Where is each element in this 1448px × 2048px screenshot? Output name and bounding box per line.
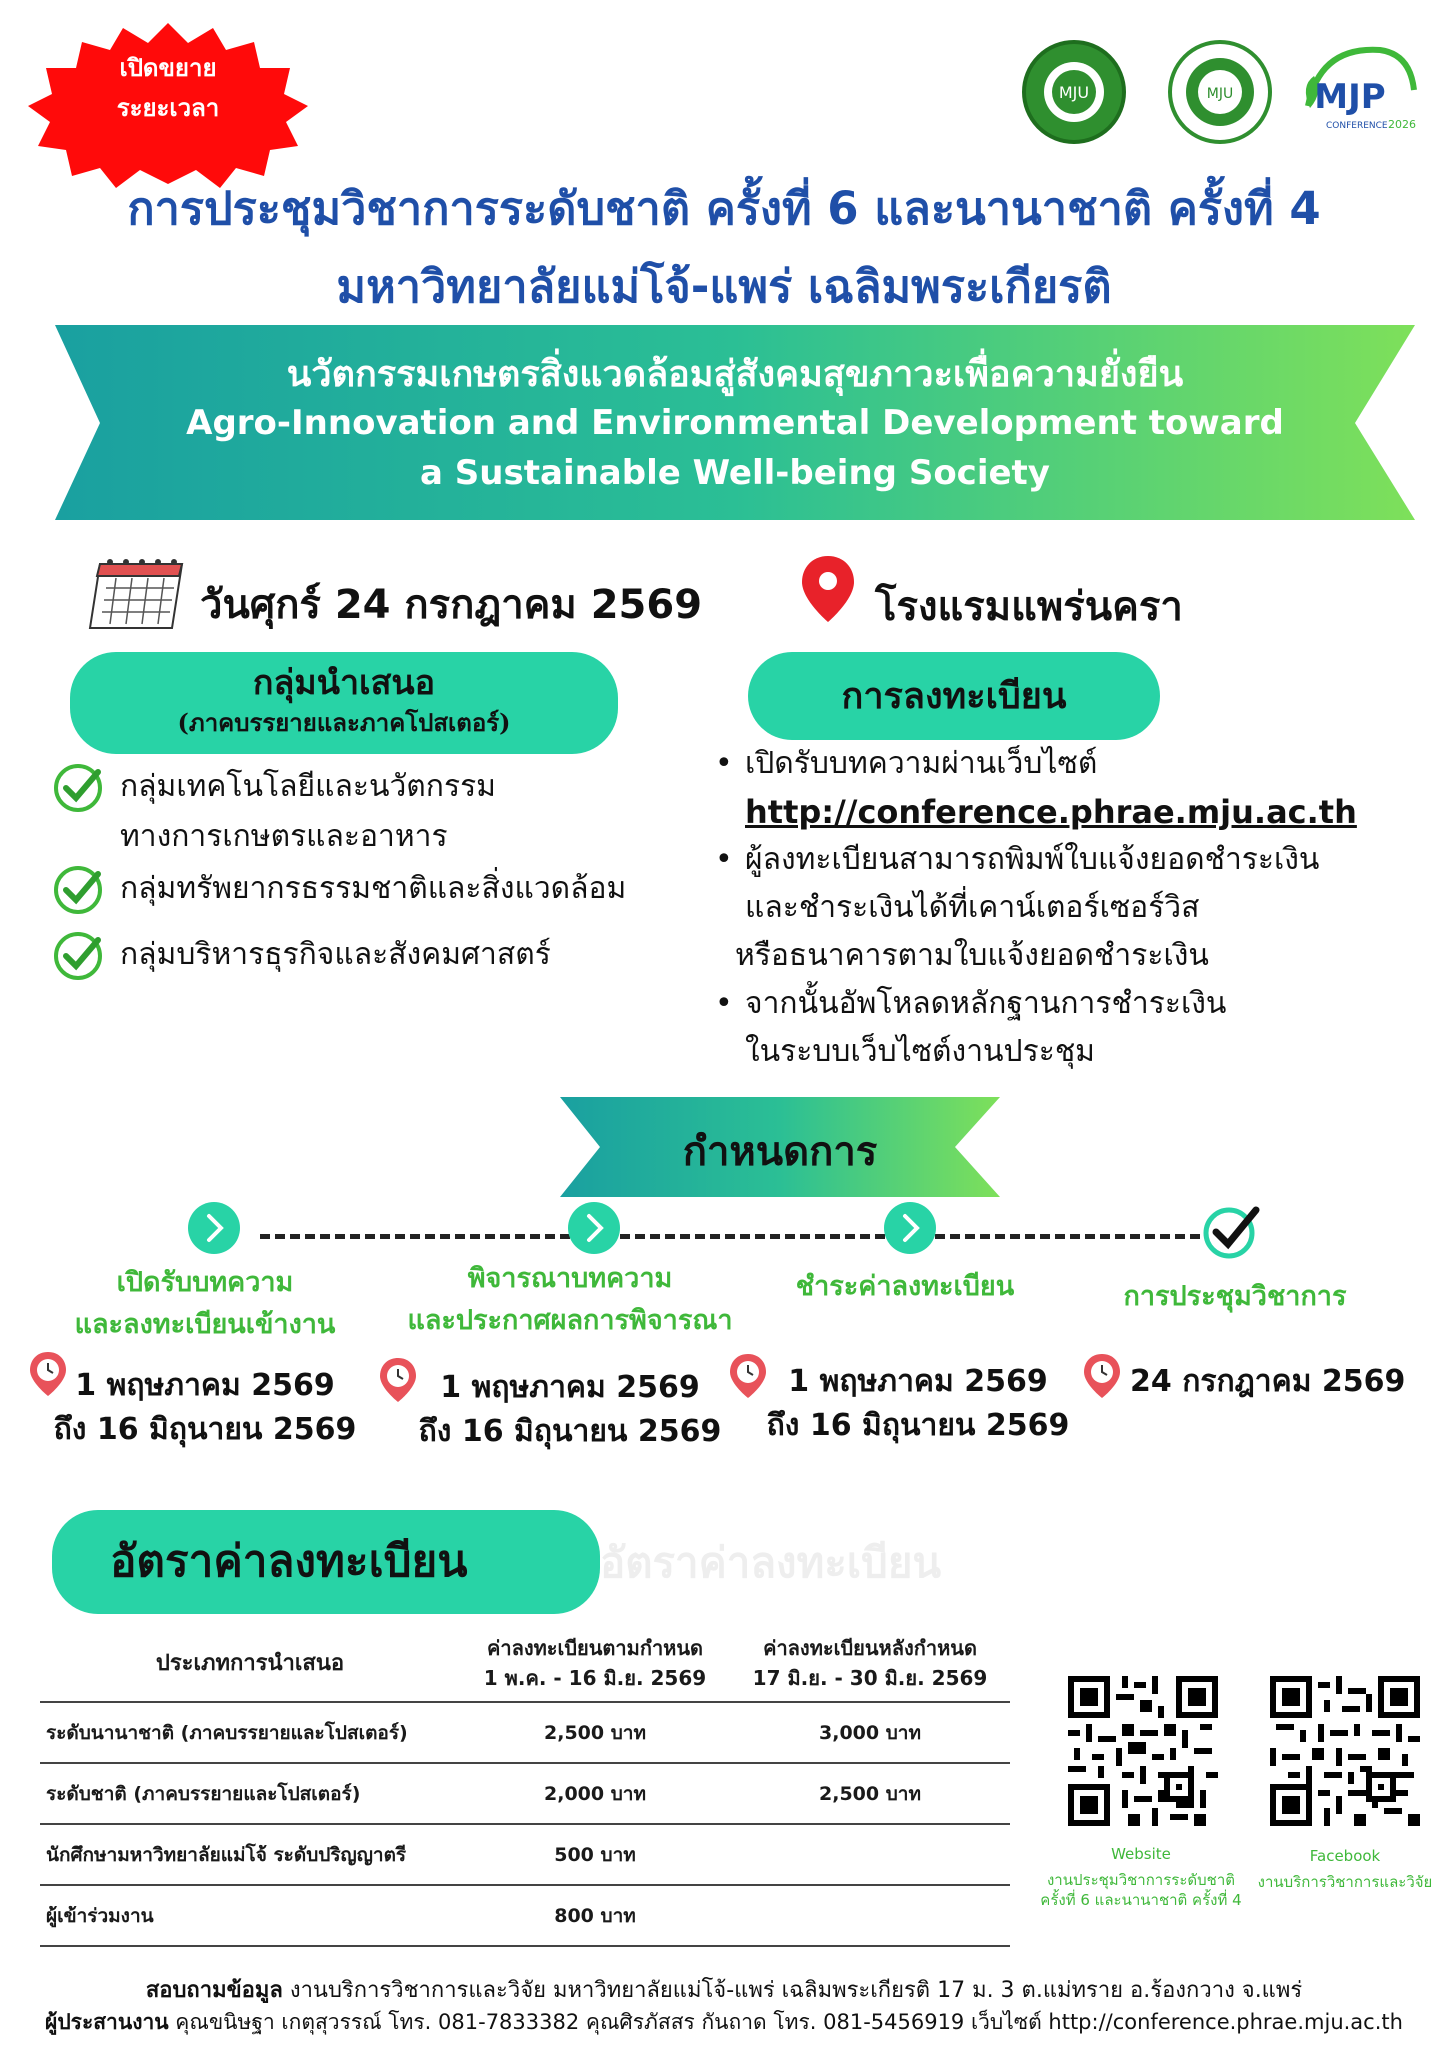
facebook-qr-caption <box>1250 1846 1440 1892</box>
fees-col-late-line1: ค่าลงทะเบียนหลังกำหนด <box>763 1635 977 1660</box>
group-item-1-line1: กลุ่มเทคโนโลยีและนวัตกรรม <box>120 769 496 804</box>
step-1-date <box>50 1364 360 1452</box>
step-2-label-line1: พิจารณาบทความ <box>467 1263 673 1294</box>
bullet-dot: • <box>715 986 733 1021</box>
fees-heading-ghost: อัตราค่าลงทะเบียน <box>600 1538 942 1587</box>
facebook-qr-title: Facebook <box>1309 1847 1381 1865</box>
event-date: วันศุกร์ 24 กรกฎาคม 2569 <box>200 582 703 628</box>
location-pin-icon <box>800 554 856 624</box>
bullet-dot: • <box>715 842 733 877</box>
fee-type: ผู้เข้าร่วมงาน <box>46 1904 154 1927</box>
registration-b2-line1: ผู้ลงทะเบียนสามารถพิมพ์ใบแจ้งยอดชำระเงิน <box>745 842 1320 877</box>
group-item-1-line2: ทางการเกษตรและอาหาร <box>120 819 448 854</box>
fee-type: ระดับชาติ (ภาคบรรยายและโปสเตอร์) <box>46 1782 361 1805</box>
website-qr-caption <box>1036 1844 1246 1910</box>
fee-regular: 500 บาท <box>554 1843 636 1866</box>
footer-contact-label: สอบถามข้อมูล <box>145 1978 283 2003</box>
groups-heading: กลุ่มนำเสนอ <box>252 663 436 703</box>
step-4-label: การประชุมวิชาการ <box>1123 1281 1347 1312</box>
step-2-date <box>410 1366 730 1454</box>
step-2-date-line1: 1 พฤษภาคม 2569 <box>440 1370 700 1405</box>
fees-col-type: ประเภทการนำเสนอ <box>155 1651 345 1676</box>
fee-late: 3,000 บาท <box>819 1721 921 1744</box>
table-row <box>40 1702 1010 1763</box>
website-qr-line2: ครั้งที่ 6 และนานาชาติ ครั้งที่ 4 <box>1040 1891 1242 1909</box>
footer-contact <box>0 1972 1448 2007</box>
registration-b2-line2: และชำระเงินได้ที่เคาน์เตอร์เซอร์วิส <box>745 890 1200 925</box>
mjp-conference-logo <box>1290 36 1420 136</box>
website-qr-code[interactable] <box>1068 1676 1218 1826</box>
registration-heading: การลงทะเบียน <box>841 675 1067 717</box>
conference-title-line2: มหาวิทยาลัยแม่โจ้-แพร่ เฉลิมพระเกียรติ <box>336 260 1112 313</box>
registration-heading-pill <box>748 652 1160 740</box>
group-item <box>52 864 626 916</box>
step-3-arrow-icon <box>884 1202 936 1254</box>
check-circle-icon <box>52 930 104 982</box>
svg-text:2026: 2026 <box>1388 118 1416 131</box>
table-row <box>40 1763 1010 1824</box>
step-2-date-line2: ถึง 16 มิถุนายน 2569 <box>418 1414 722 1449</box>
event-venue: โรงแรมแพร่นครา <box>875 584 1183 630</box>
step-3-date <box>758 1360 1078 1448</box>
step-4-date: 24 กรกฎาคม 2569 <box>1130 1364 1406 1399</box>
step-1-label-line2: และลงทะเบียนเข้างาน <box>74 1309 336 1340</box>
registration-bullet-3 <box>715 980 1405 1076</box>
check-circle-icon <box>52 762 104 814</box>
groups-subheading: (ภาคบรรยายและภาคโปสเตอร์) <box>177 708 511 737</box>
step-1-label <box>40 1262 370 1346</box>
svg-text:CONFERENCE: CONFERENCE <box>1326 121 1388 131</box>
registration-b3-line2: ในระบบเว็บไซต์งานประชุม <box>745 1034 1095 1069</box>
svg-text:MJP: MJP <box>1314 77 1386 117</box>
theme-banner <box>55 325 1415 520</box>
conference-title-line1: การประชุมวิชาการระดับชาติ ครั้งที่ 6 และนานาชาติ ครั้งที่ 4 <box>127 182 1321 235</box>
step-4-check-icon <box>1202 1202 1260 1260</box>
fees-col-regular <box>460 1624 730 1702</box>
conference-website-link[interactable]: http://conference.phrae.mju.ac.th <box>745 793 1357 831</box>
timeline-dashed-line <box>260 1234 1200 1239</box>
theme-thai: นวัตกรรมเกษตรสิ่งแวดล้อมสู่สังคมสุขภาวะเพื่อความยั่งยืน <box>286 354 1184 395</box>
badge-line2: ระยะเวลา <box>116 94 220 122</box>
step-2-arrow-icon <box>568 1202 620 1254</box>
schedule-banner <box>560 1097 1000 1197</box>
footer-coordinator-label: ผู้ประสานงาน <box>45 2010 169 2034</box>
fees-table-grid <box>40 1624 1010 1947</box>
step-3-label: ชำระค่าลงทะเบียน <box>795 1271 1015 1302</box>
website-qr-title: Website <box>1111 1845 1171 1863</box>
theme-english-line2: a Sustainable Well-being Society <box>420 453 1050 493</box>
schedule-heading: กำหนดการ <box>682 1128 878 1175</box>
registration-b2-line3: หรือธนาคารตามใบแจ้งยอดชำระเงิน <box>735 938 1209 973</box>
fee-regular: 2,500 บาท <box>544 1721 646 1744</box>
fee-late <box>730 1824 1010 1885</box>
step-1-date-line1: 1 พฤษภาคม 2569 <box>75 1368 335 1403</box>
fees-col-regular-line2: 1 พ.ค. - 16 มิ.ย. 2569 <box>483 1665 707 1690</box>
badge-line1: เปิดขยาย <box>119 54 217 82</box>
fee-type: นักศึกษามหาวิทยาลัยแม่โจ้ ระดับปริญญาตรี <box>46 1843 407 1866</box>
groups-heading-pill <box>70 652 618 754</box>
fee-regular: 800 บาท <box>554 1904 636 1927</box>
svg-text:MJU: MJU <box>1206 86 1234 102</box>
step-1-arrow-icon <box>188 1202 240 1254</box>
group-item-3: กลุ่มบริหารธุรกิจและสังคมศาสตร์ <box>120 937 551 972</box>
fee-regular: 2,000 บาท <box>544 1782 646 1805</box>
step-1-label-line1: เปิดรับบทความ <box>116 1267 294 1298</box>
group-item <box>52 762 496 862</box>
clock-pin-icon <box>1082 1352 1122 1400</box>
group-item-2: กลุ่มทรัพยากรธรรมชาติและสิ่งแวดล้อม <box>120 871 627 906</box>
extended-deadline-badge <box>28 18 308 188</box>
bullet-dot: • <box>715 746 733 781</box>
step-2-label <box>385 1258 755 1342</box>
step-3-date-line1: 1 พฤษภาคม 2569 <box>788 1364 1048 1399</box>
facebook-qr-code[interactable] <box>1270 1676 1420 1826</box>
footer-coordinator <box>0 2006 1448 2039</box>
facebook-qr-line1: งานบริการวิชาการและวิจัย <box>1257 1873 1433 1891</box>
fees-col-late <box>730 1624 1010 1702</box>
website-qr-line1: งานประชุมวิชาการระดับชาติ <box>1046 1871 1235 1889</box>
registration-bullet-1 <box>715 740 1405 836</box>
fees-col-regular-line1: ค่าลงทะเบียนตามกำหนด <box>486 1635 704 1660</box>
step-2-label-line2: และประกาศผลการพิจารณา <box>407 1305 733 1336</box>
fees-table <box>40 1624 1010 1947</box>
registration-b1-text: เปิดรับบทความผ่านเว็บไซต์ <box>745 746 1098 781</box>
theme-english-line1: Agro-Innovation and Environmental Development toward <box>186 403 1284 443</box>
step-1-date-line2: ถึง 16 มิถุนายน 2569 <box>53 1412 357 1447</box>
table-row <box>40 1824 1010 1885</box>
fee-late: 2,500 บาท <box>819 1782 921 1805</box>
fee-late <box>730 1885 1010 1946</box>
calendar-icon <box>86 552 186 632</box>
registration-bullet-2 <box>715 836 1405 980</box>
table-row <box>40 1885 1010 1946</box>
fees-heading-pill <box>52 1510 600 1614</box>
check-circle-icon <box>52 864 104 916</box>
footer-contact-text: งานบริการวิชาการและวิจัย มหาวิทยาลัยแม่โจ้-แพร่ เฉลิมพระเกียรติ 17 ม. 3 ต.แม่ทราย อ.ร้องกวาง จ.แพร่ <box>282 1978 1303 2003</box>
fees-col-late-line2: 17 มิ.ย. - 30 มิ.ย. 2569 <box>752 1665 988 1690</box>
maejo-logo-2 <box>1168 40 1272 144</box>
footer-coordinator-text: คุณขนิษฐา เกตุสุวรรณ์ โทร. 081-7833382 คุณศิรภัสสร กันถาด โทร. 081-5456919 เว็บไซต์ http://conference.phrae.mju.ac.th <box>168 2010 1403 2034</box>
fees-heading: อัตราค่าลงทะเบียน <box>110 1536 468 1587</box>
fee-type: ระดับนานาชาติ (ภาคบรรยายและโปสเตอร์) <box>46 1721 408 1744</box>
step-3-date-line2: ถึง 16 มิถุนายน 2569 <box>766 1408 1070 1443</box>
maejo-logo-1 <box>1022 40 1126 144</box>
registration-b3-line1: จากนั้นอัพโหลดหลักฐานการชำระเงิน <box>745 986 1227 1021</box>
svg-text:MJU: MJU <box>1058 83 1090 102</box>
group-item <box>52 930 551 982</box>
